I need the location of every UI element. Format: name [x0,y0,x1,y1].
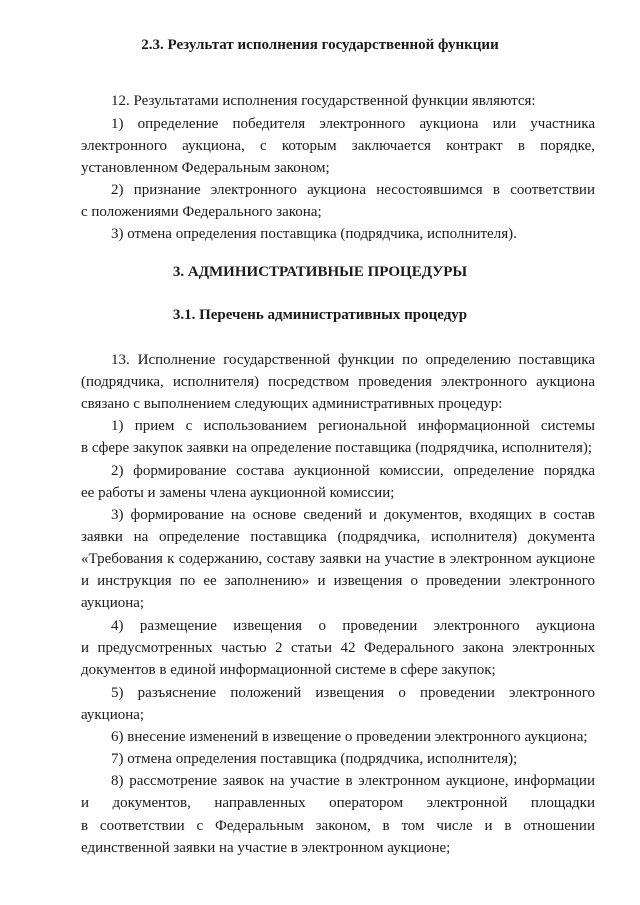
paragraph-line: «Требования к содержанию, составу заявки на участие в электронном аукционе [81,551,595,567]
paragraph-line: и предусмотренных частью 2 статьи 42 Федерального закона электронных [81,640,595,656]
paragraph-line: установленном Федеральным законом; [81,160,330,176]
paragraph-line: 7) отмена определения поставщика (подрядчика, исполнителя); [111,751,518,767]
paragraph-line: в соответствии с Федеральным законом, в том числе и в отношении [81,818,595,834]
paragraph-line: 5) разъяснение положений извещения о проведении электронного [111,685,595,701]
paragraph-line: 1) прием с использованием региональной информационной системы [111,418,595,434]
paragraph-line: единственной заявки на участие в электронном аукционе; [81,840,451,856]
paragraph-line: 3) формирование на основе сведений и документов, входящих в состав [111,507,595,523]
paragraph-line: (подрядчика, исполнителя) посредством проведения электронного аукциона [81,374,595,390]
paragraph-line: 2) формирование состава аукционной комиссии, определение порядка [111,463,595,479]
paragraph-line: и документов, направленных оператором электронной площадки [81,795,595,811]
paragraph-line: аукциона; [81,595,145,611]
paragraph-line: ее работы и замены члена аукционной комиссии; [81,485,395,501]
paragraph-line: электронного аукциона, с которым заключается контракт в порядке, [81,138,595,154]
paragraph-line: с положениями Федерального закона; [81,204,322,220]
paragraph-line: 3) отмена определения поставщика (подрядчика, исполнителя). [111,226,517,242]
paragraph-line: 13. Исполнение государственной функции по определению поставщика [111,352,595,368]
paragraph-line: в сфере закупок заявки на определение поставщика (подрядчика, исполнителя); [81,440,593,456]
paragraph-line: и инструкция по ее заполнению» и извещения о проведении электронного [81,573,595,589]
paragraph-line: связано с выполнением следующих административных процедур: [81,396,503,412]
paragraph-line: заявки на определение поставщика (подрядчика, исполнителя) документа [81,529,595,545]
paragraph-line: 4) размещение извещения о проведении электронного аукциона [111,618,595,634]
paragraph-line: 8) рассмотрение заявок на участие в электронном аукционе, информации [111,773,595,789]
paragraph-line: документов в единой информационной системе в сфере закупок; [81,662,496,678]
section-heading-3-1: 3.1. Перечень административных процедур [172,307,468,323]
paragraph-line: 12. Результатами исполнения государственной функции являются: [111,93,536,109]
section-heading-3: 3. АДМИНИСТРАТИВНЫЕ ПРОЦЕДУРЫ [172,264,468,280]
paragraph-line: 1) определение победителя электронного аукциона или участника [111,116,595,132]
paragraph-line: 6) внесение изменений в извещение о проведении электронного аукциона; [111,729,588,745]
paragraph-line: 2) признание электронного аукциона несостоявшимся в соответствии [111,182,595,198]
section-heading-2-3: 2.3. Результат исполнения государственной функции [141,37,499,53]
paragraph-line: аукциона; [81,707,145,723]
